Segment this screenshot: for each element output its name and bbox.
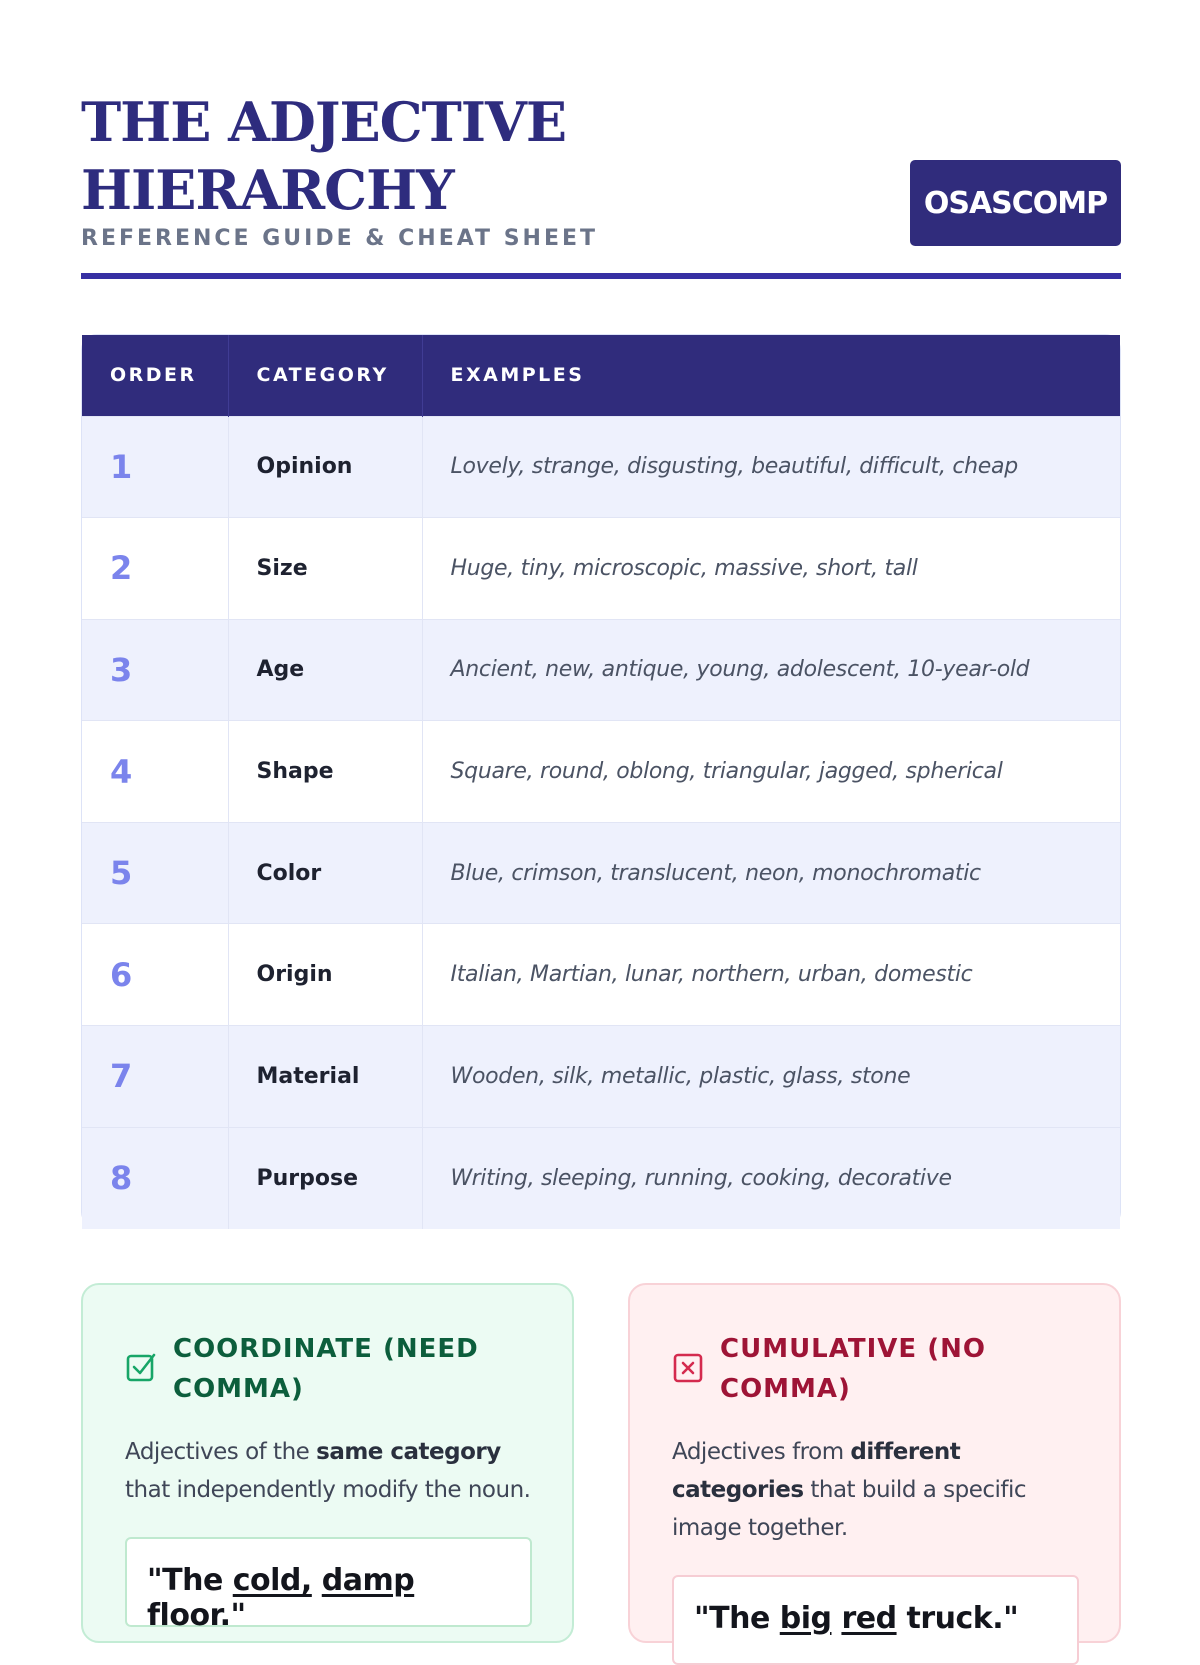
cumulative-card [628, 1283, 1121, 1643]
table-row [82, 822, 1120, 924]
column-header-order: ORDER [82, 335, 228, 416]
page-header [81, 88, 1121, 284]
header-divider [81, 273, 1121, 279]
cumulative-description [672, 1433, 1079, 1547]
category-examples: Italian, Martian, lunar, northern, urban, domestic [422, 924, 1120, 1026]
coordinate-card [81, 1283, 574, 1643]
desc-emphasis: same category [316, 1439, 501, 1465]
table-row [82, 619, 1120, 721]
x-square-icon [672, 1351, 704, 1383]
category-examples: Wooden, silk, metallic, plastic, glass, stone [422, 1026, 1120, 1128]
coordinate-card-header [125, 1329, 532, 1409]
cumulative-example [672, 1575, 1079, 1665]
table-row [82, 416, 1120, 518]
category-name: Opinion [228, 416, 422, 518]
title-line-2: HIERARCHY [81, 158, 454, 222]
table-row [82, 518, 1120, 620]
order-number: 1 [82, 416, 228, 518]
order-number: 2 [82, 518, 228, 620]
example-adjective: red [841, 1601, 897, 1636]
example-text: truck." [896, 1601, 1019, 1636]
category-examples: Writing, sleeping, running, cooking, decorative [422, 1127, 1120, 1229]
desc-text: that build a specific image together. [672, 1477, 1027, 1541]
cumulative-title: CUMULATIVE (NO COMMA) [720, 1334, 986, 1404]
category-name: Origin [228, 924, 422, 1026]
desc-text: Adjectives of the [125, 1439, 317, 1465]
order-number: 8 [82, 1127, 228, 1229]
table-header-row [82, 335, 1120, 416]
check-square-icon [125, 1351, 157, 1383]
category-examples: Lovely, strange, disgusting, beautiful, difficult, cheap [422, 416, 1120, 518]
hierarchy-table [81, 334, 1121, 1228]
page-subtitle: REFERENCE GUIDE & CHEAT SHEET [81, 226, 599, 251]
column-header-examples: EXAMPLES [450, 364, 585, 387]
desc-text: that independently modify the noun. [125, 1477, 531, 1503]
coordinate-example [125, 1537, 532, 1633]
example-text [312, 1563, 322, 1598]
order-number: 7 [82, 1026, 228, 1128]
table-row [82, 1026, 1120, 1128]
category-name: Purpose [228, 1127, 422, 1229]
example-adjective: big [779, 1601, 832, 1636]
table-row [82, 721, 1120, 823]
example-text [831, 1601, 841, 1636]
order-number: 6 [82, 924, 228, 1026]
category-name: Age [228, 619, 422, 721]
table-row [82, 1127, 1120, 1229]
order-number: 4 [82, 721, 228, 823]
category-name: Shape [228, 721, 422, 823]
order-number: 5 [82, 822, 228, 924]
category-examples: Blue, crimson, translucent, neon, monochromatic [422, 822, 1120, 924]
example-text: "The [147, 1563, 233, 1598]
cumulative-card-header [672, 1329, 1079, 1409]
column-header-category: CATEGORY [228, 335, 422, 416]
table-row [82, 924, 1120, 1026]
order-number: 3 [82, 619, 228, 721]
coordinate-description [125, 1433, 532, 1509]
category-name: Size [228, 518, 422, 620]
category-name: Color [228, 822, 422, 924]
example-adjective: cold, [232, 1563, 312, 1598]
title-line-1: THE ADJECTIVE [81, 90, 567, 154]
example-text: floor." [147, 1598, 246, 1633]
category-examples: Huge, tiny, microscopic, massive, short, tall [422, 518, 1120, 620]
category-examples: Square, round, oblong, triangular, jagged, spherical [422, 721, 1120, 823]
desc-emphasis: different categories [672, 1439, 961, 1503]
example-adjective: damp [321, 1563, 415, 1598]
category-name: Material [228, 1026, 422, 1128]
desc-text: Adjectives from [672, 1439, 851, 1465]
coordinate-title: COORDINATE (NEED COMMA) [173, 1334, 479, 1404]
brand-badge: OSASCOMP [910, 160, 1121, 246]
example-text: "The [694, 1601, 780, 1636]
category-examples: Ancient, new, antique, young, adolescent, 10-year-old [422, 619, 1120, 721]
